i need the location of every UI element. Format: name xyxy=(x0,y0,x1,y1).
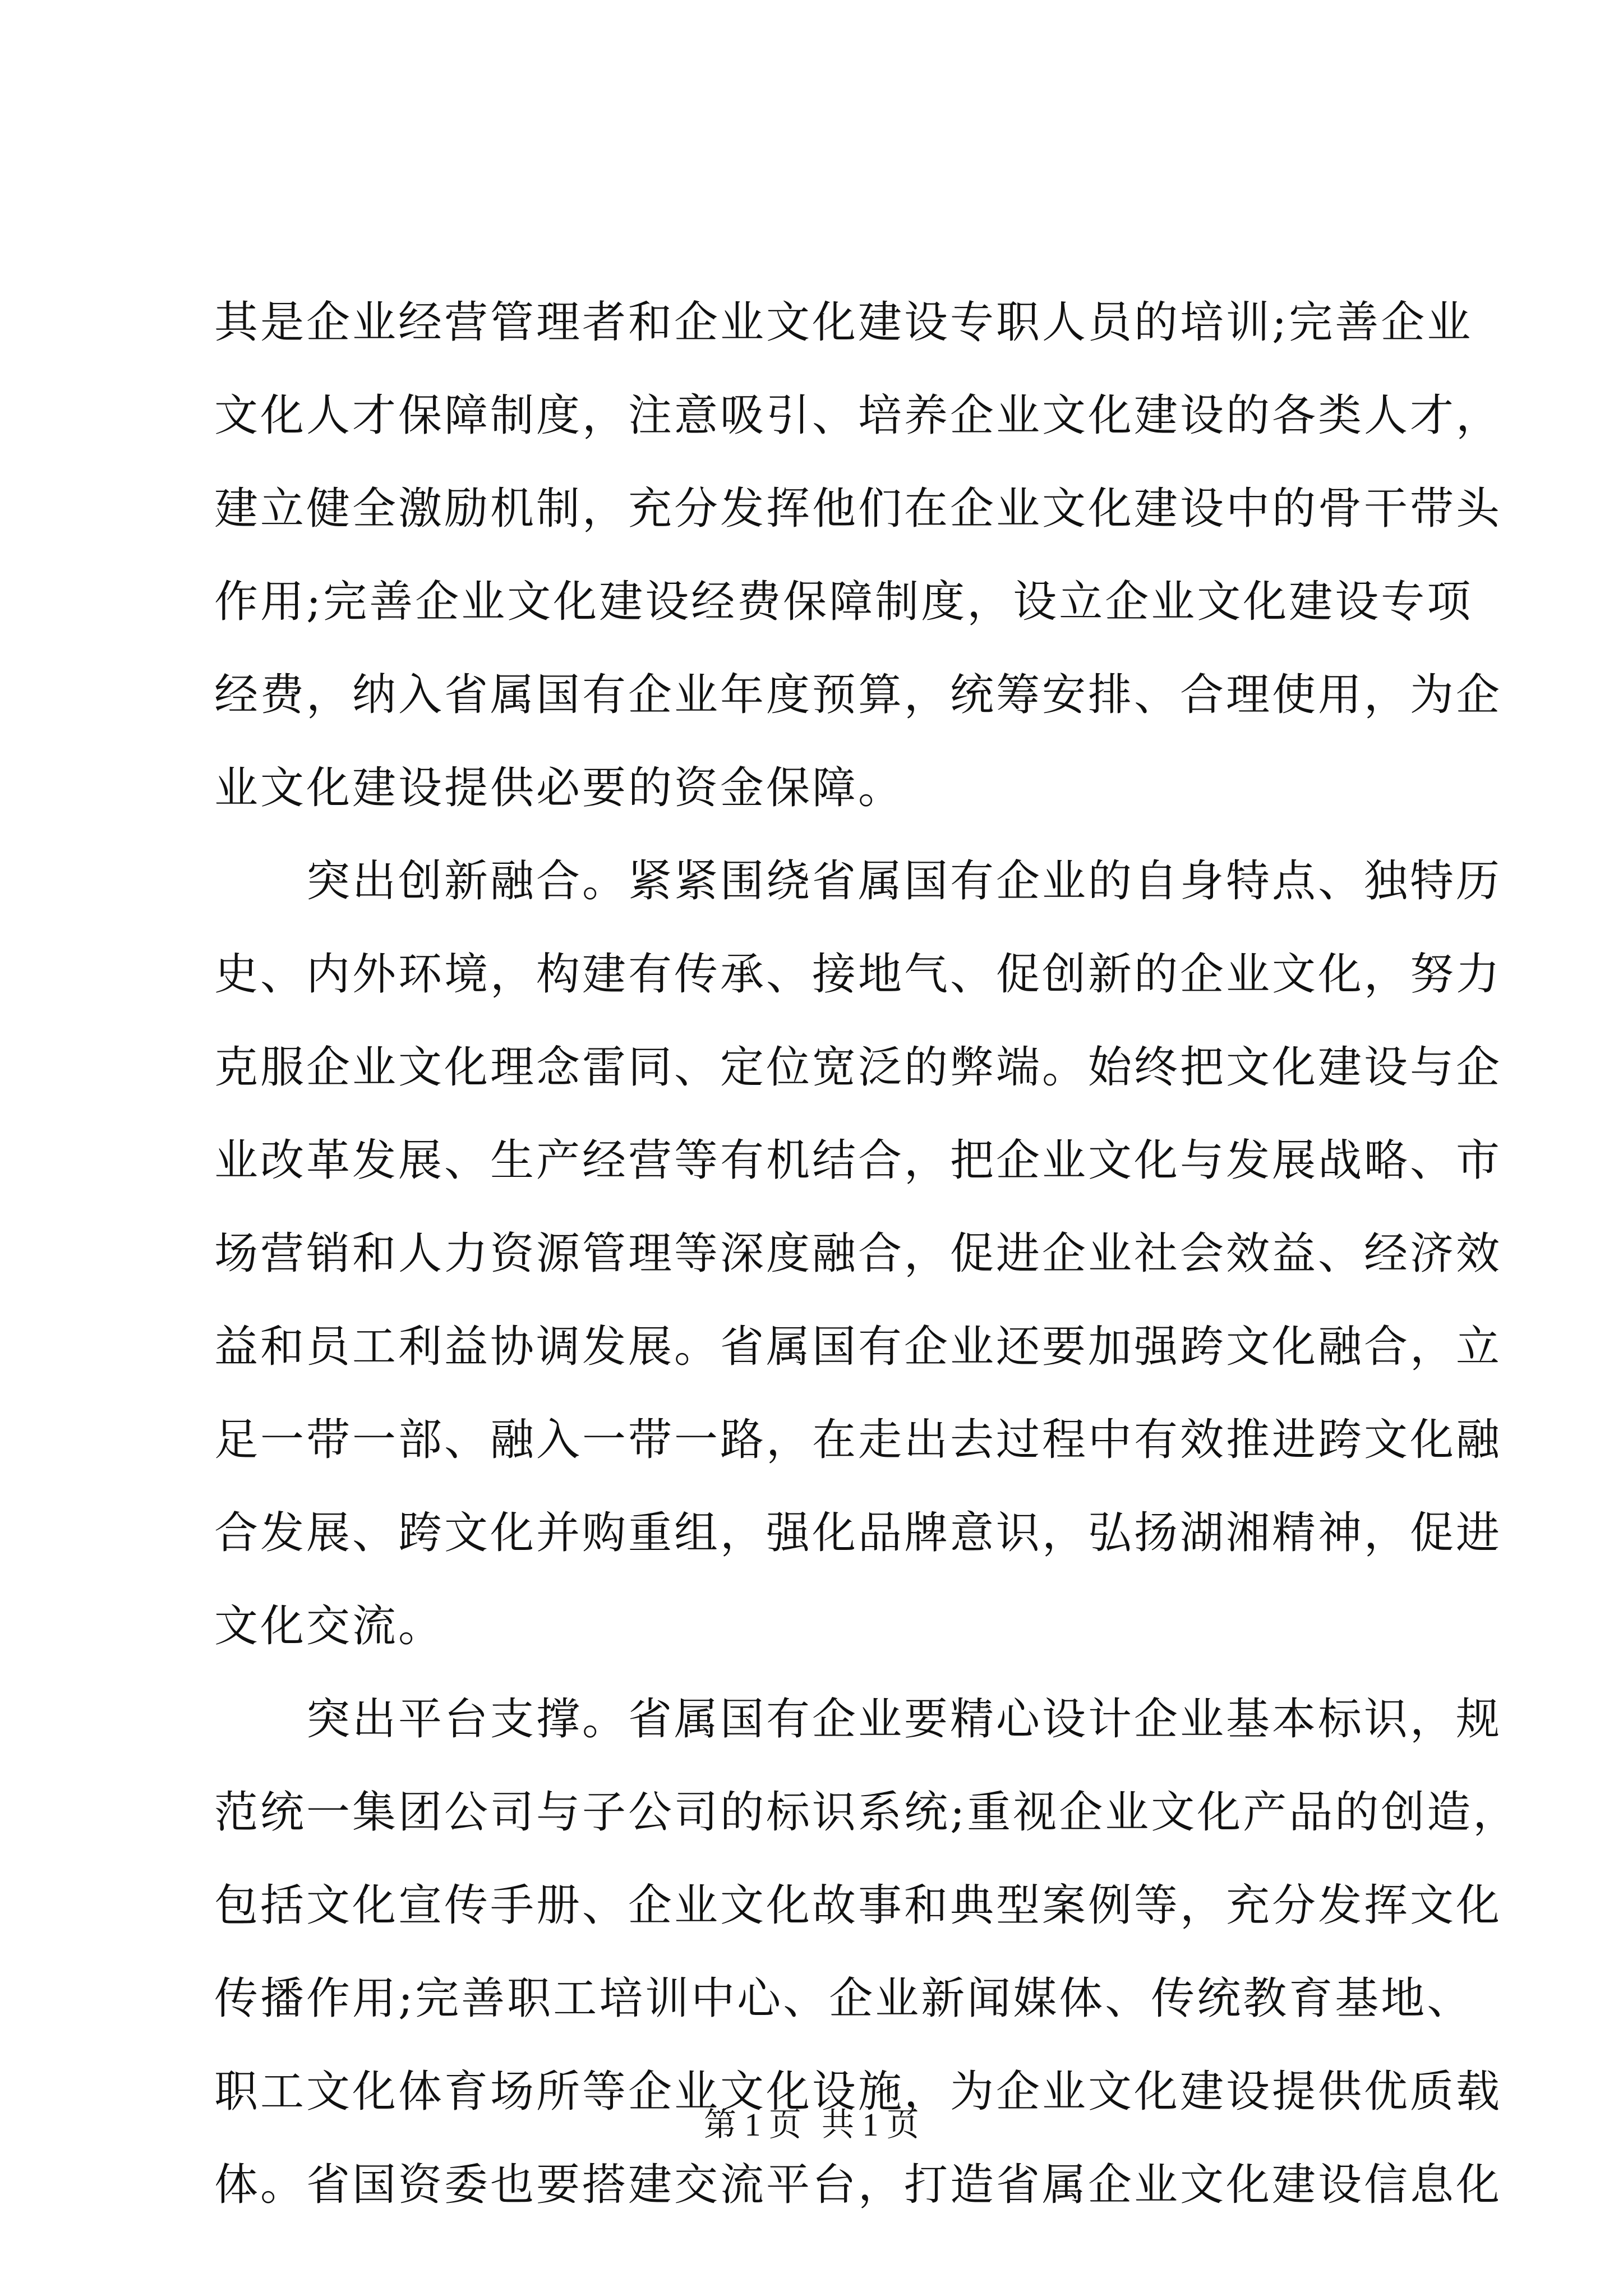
text-line: 史、内外环境，构建有传承、接地气、促创新的企业文化，努力 xyxy=(214,949,1502,1000)
text-line: 建立健全激励机制，充分发挥他们在企业文化建设中的骨干带头 xyxy=(214,484,1502,534)
page-footer xyxy=(0,2098,1623,2145)
text-line: 体。省国资委也要搭建交流平台，打造省属企业文化建设信息化 xyxy=(214,2160,1502,2210)
document-body xyxy=(214,276,1519,2231)
text-line: 其是企业经营管理者和企业文化建设专职人员的培训;完善企业 xyxy=(214,297,1473,348)
text-line: 包括文化宣传手册、企业文化故事和典型案例等，充分发挥文化 xyxy=(214,1880,1502,1931)
text-line: 传播作用;完善职工培训中心、企业新闻媒体、传统教育基地、 xyxy=(214,1973,1473,2024)
text-line: 足一带一部、融入一带一路，在走出去过程中有效推进跨文化融 xyxy=(214,1415,1502,1465)
text-line: 文化人才保障制度，注意吸引、培养企业文化建设的各类人才， xyxy=(214,390,1502,441)
text-line: 突出创新融合。紧紧围绕省属国有企业的自身特点、独特历 xyxy=(214,856,1502,907)
text-line: 场营销和人力资源管理等深度融合，促进企业社会效益、经济效 xyxy=(214,1228,1502,1279)
text-line: 经费，纳入省属国有企业年度预算，统筹安排、合理使用，为企 xyxy=(214,670,1502,720)
text-line: 合发展、跨文化并购重组，强化品牌意识，弘扬湖湘精神，促进 xyxy=(214,1508,1502,1558)
page-total: 共 1 页 xyxy=(822,2106,920,2143)
text-line: 突出平台支撑。省属国有企业要精心设计企业基本标识，规 xyxy=(214,1694,1502,1745)
page-number: 第 1 页 xyxy=(703,2106,801,2143)
text-line: 克服企业文化理念雷同、定位宽泛的弊端。始终把文化建设与企 xyxy=(214,1042,1502,1093)
text-line: 业文化建设提供必要的资金保障。 xyxy=(214,763,905,813)
text-line: 职工文化体育场所等企业文化设施，为企业文化建设提供优质载 xyxy=(214,2067,1502,2117)
text-line: 益和员工利益协调发展。省属国有企业还要加强跨文化融合，立 xyxy=(214,1322,1502,1372)
text-line: 范统一集团公司与子公司的标识系统;重视企业文化产品的创造， xyxy=(214,1787,1519,1838)
text-line: 文化交流。 xyxy=(214,1601,445,1651)
text-line: 作用;完善企业文化建设经费保障制度，设立企业文化建设专项 xyxy=(214,577,1473,627)
text-line: 业改革发展、生产经营等有机结合，把企业文化与发展战略、市 xyxy=(214,1135,1502,1186)
